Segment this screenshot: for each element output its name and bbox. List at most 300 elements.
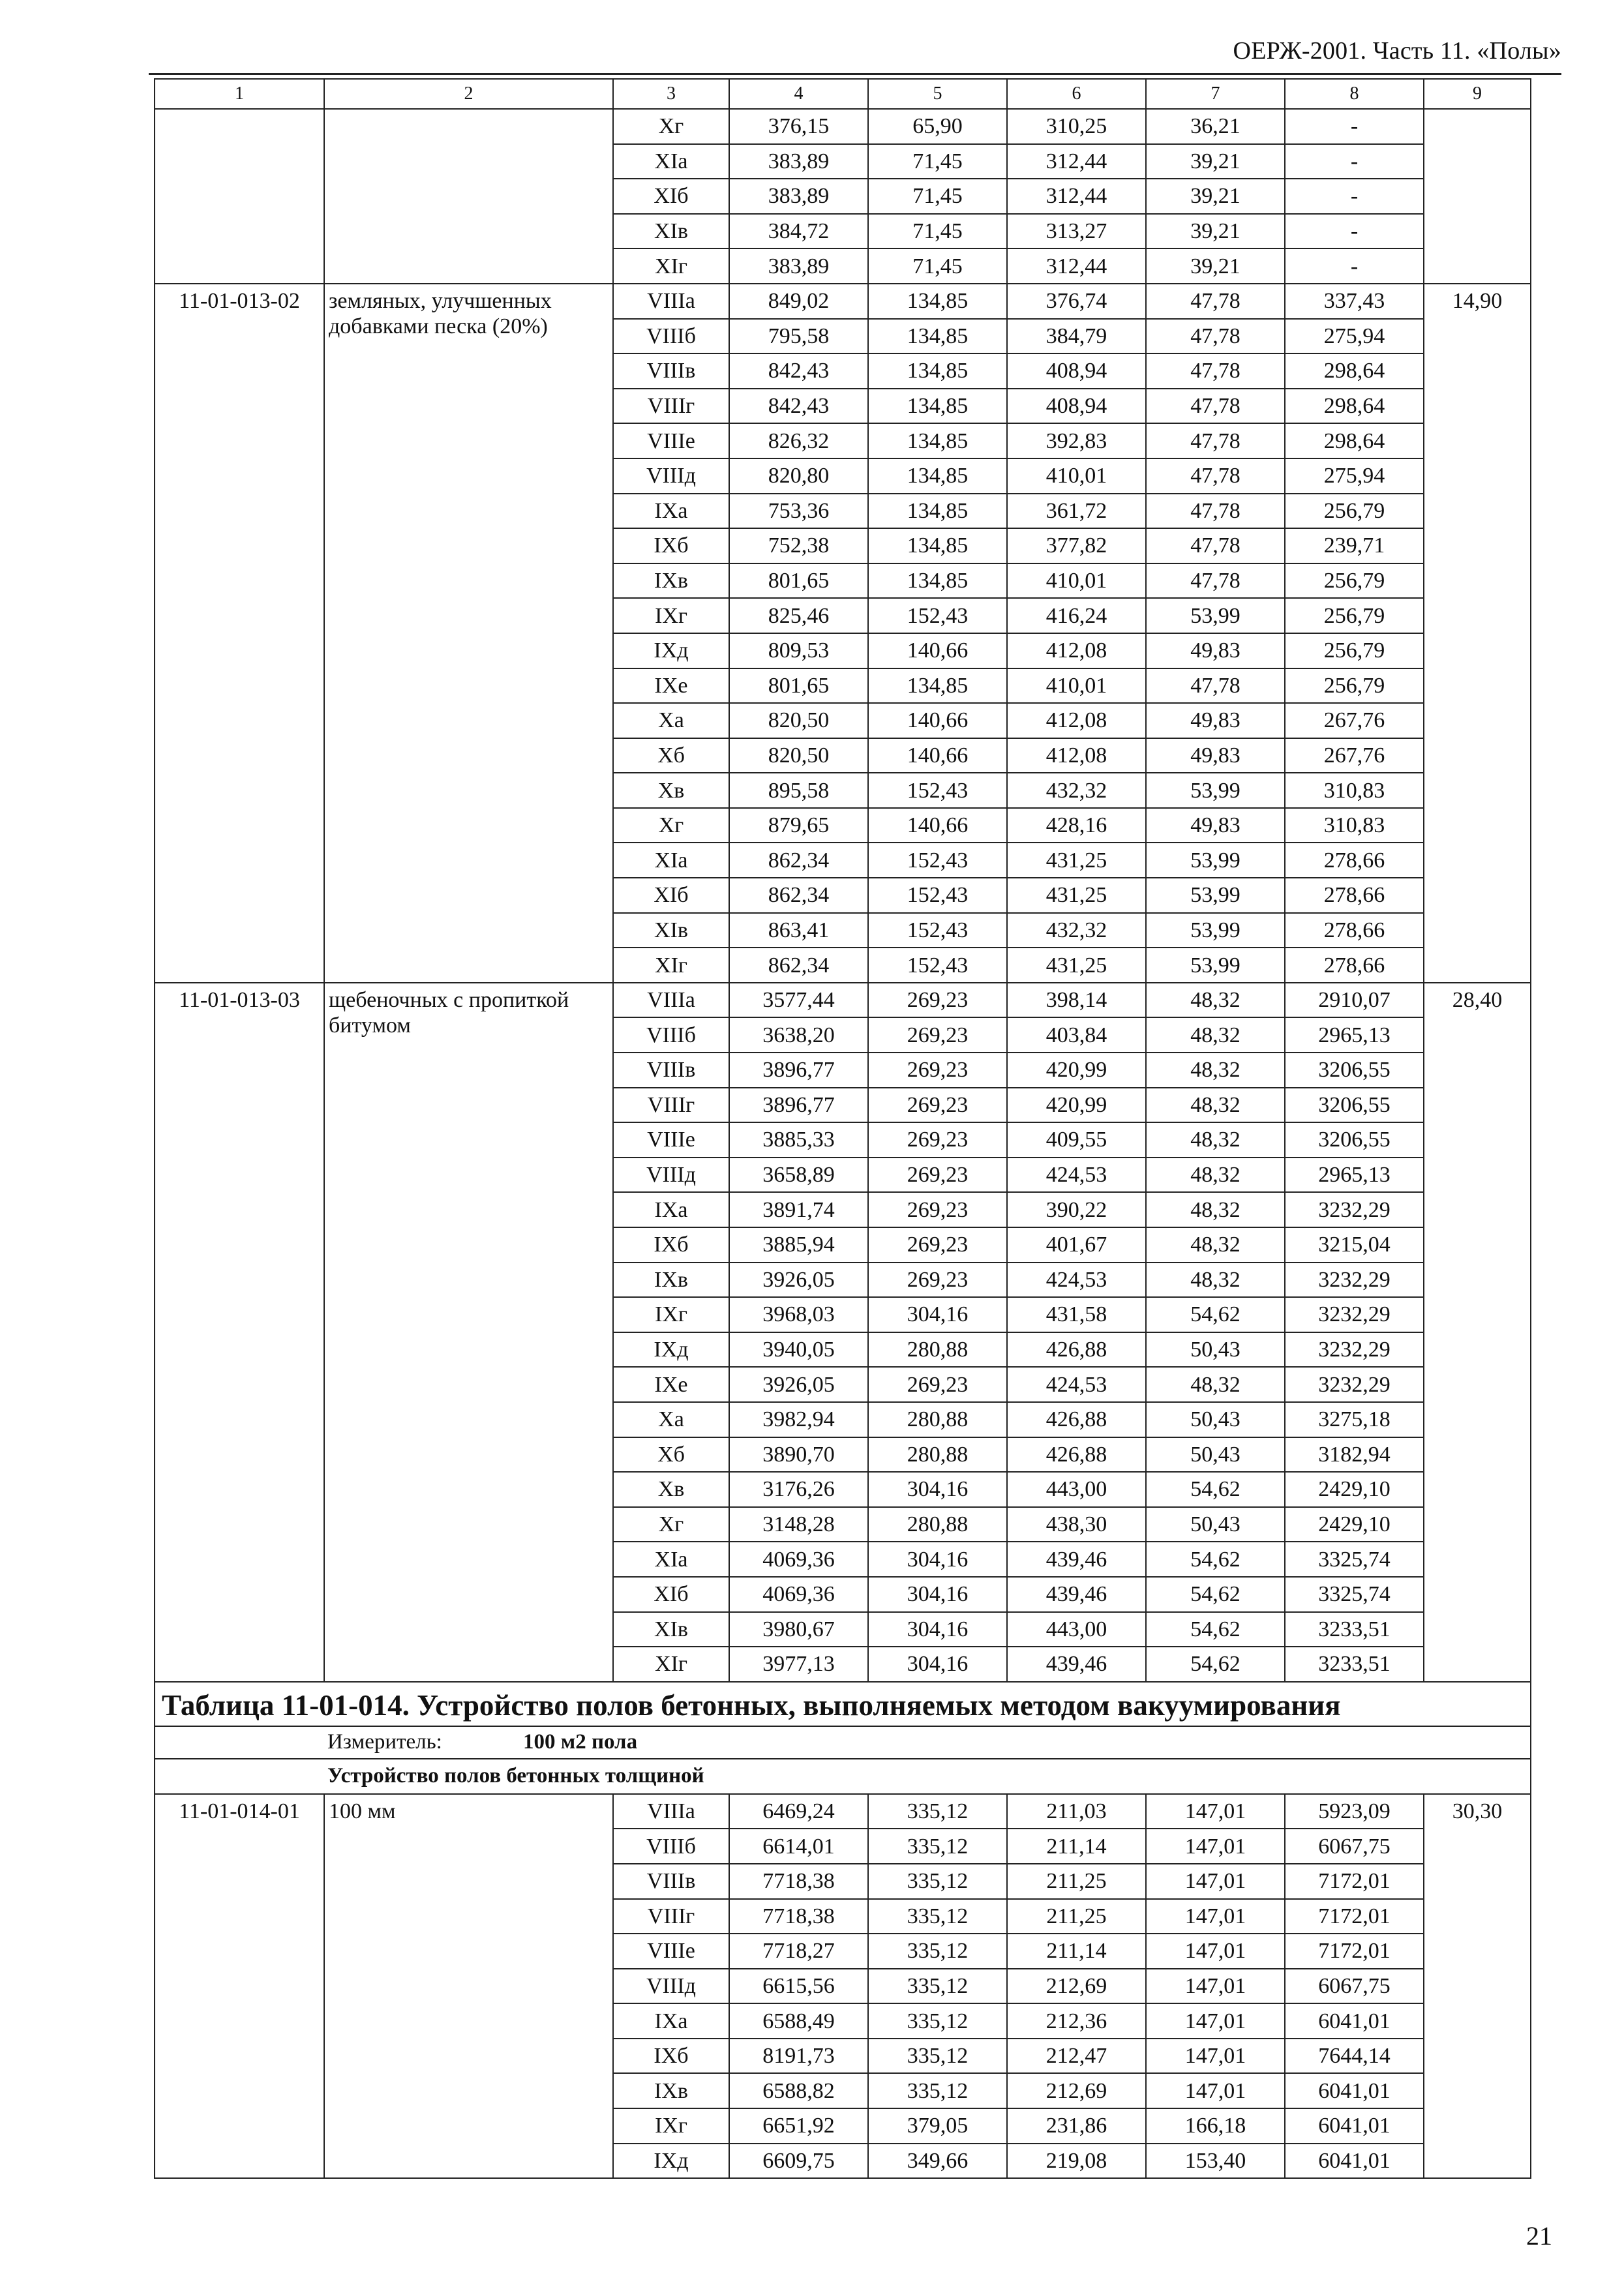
machinist-wages-cell: 47,78 (1146, 319, 1285, 354)
machinist-wages-cell: 48,32 (1146, 1227, 1285, 1263)
zone-cell: IXв (613, 1263, 729, 1298)
column-number: 7 (1146, 79, 1285, 109)
machines-cell: 361,72 (1007, 494, 1146, 529)
wages-cell: 335,12 (868, 2073, 1007, 2108)
zone-cell: IXд (613, 1332, 729, 1368)
machines-cell: 384,79 (1007, 319, 1146, 354)
materials-cell: 267,76 (1285, 738, 1424, 773)
machines-cell: 376,74 (1007, 284, 1146, 319)
materials-cell: 2910,07 (1285, 983, 1424, 1018)
labor-norm-cell: 14,90 (1424, 284, 1531, 983)
total-cost-cell: 3926,05 (729, 1367, 868, 1402)
wages-cell: 379,05 (868, 2108, 1007, 2144)
total-cost-cell: 383,89 (729, 179, 868, 214)
machines-cell: 426,88 (1007, 1402, 1146, 1437)
machinist-wages-cell: 53,99 (1146, 843, 1285, 878)
materials-cell: 256,79 (1285, 633, 1424, 668)
wages-cell: 304,16 (868, 1647, 1007, 1682)
total-cost-cell: 3980,67 (729, 1612, 868, 1647)
materials-cell: - (1285, 179, 1424, 214)
materials-cell: 3232,29 (1285, 1263, 1424, 1298)
wages-cell: 280,88 (868, 1402, 1007, 1437)
wages-cell: 152,43 (868, 773, 1007, 808)
total-cost-cell: 752,38 (729, 528, 868, 563)
wages-cell: 304,16 (868, 1297, 1007, 1332)
wages-cell: 269,23 (868, 1017, 1007, 1053)
machines-cell: 409,55 (1007, 1122, 1146, 1158)
total-cost-cell: 3891,74 (729, 1192, 868, 1227)
machines-cell: 410,01 (1007, 668, 1146, 704)
total-cost-cell: 862,34 (729, 843, 868, 878)
zone-cell: Xa (613, 703, 729, 738)
wages-cell: 134,85 (868, 668, 1007, 704)
machines-cell: 428,16 (1007, 808, 1146, 843)
machinist-wages-cell: 153,40 (1146, 2144, 1285, 2179)
zone-cell: IXб (613, 2039, 729, 2074)
machines-cell: 401,67 (1007, 1227, 1146, 1263)
machinist-wages-cell: 53,99 (1146, 878, 1285, 913)
rates-table (154, 78, 1531, 2179)
wages-cell: 134,85 (868, 494, 1007, 529)
machinist-wages-cell: 49,83 (1146, 808, 1285, 843)
total-cost-cell: 383,89 (729, 144, 868, 179)
machinist-wages-cell: 54,62 (1146, 1612, 1285, 1647)
wages-cell: 134,85 (868, 563, 1007, 599)
materials-cell: 239,71 (1285, 528, 1424, 563)
materials-cell: 6041,01 (1285, 2073, 1424, 2108)
machinist-wages-cell: 147,01 (1146, 1794, 1285, 1829)
machines-cell: 211,14 (1007, 1829, 1146, 1864)
zone-cell: VIIIг (613, 1899, 729, 1934)
zone-cell: XIв (613, 1612, 729, 1647)
machines-cell: 424,53 (1007, 1367, 1146, 1402)
zone-cell: VIIIб (613, 1829, 729, 1864)
materials-cell: 2429,10 (1285, 1507, 1424, 1542)
machines-cell: 408,94 (1007, 389, 1146, 424)
rate-code-cell: 11-01-013-02 (155, 284, 324, 983)
machines-cell: 212,47 (1007, 2039, 1146, 2074)
machines-cell: 420,99 (1007, 1088, 1146, 1123)
zone-cell: IXa (613, 1192, 729, 1227)
wages-cell: 335,12 (868, 1864, 1007, 1899)
machinist-wages-cell: 53,99 (1146, 598, 1285, 633)
work-description-cell: щебеночных с пропиткой битумом (324, 983, 613, 1682)
machinist-wages-cell: 147,01 (1146, 1934, 1285, 1969)
wages-cell: 304,16 (868, 1612, 1007, 1647)
machines-cell: 211,25 (1007, 1864, 1146, 1899)
wages-cell: 269,23 (868, 1088, 1007, 1123)
machinist-wages-cell: 48,32 (1146, 1088, 1285, 1123)
total-cost-cell: 3885,94 (729, 1227, 868, 1263)
machinist-wages-cell: 47,78 (1146, 389, 1285, 424)
machines-cell: 412,08 (1007, 703, 1146, 738)
materials-cell: - (1285, 214, 1424, 249)
zone-cell: VIIIa (613, 983, 729, 1018)
wages-cell: 71,45 (868, 144, 1007, 179)
wages-cell: 335,12 (868, 2039, 1007, 2074)
machinist-wages-cell: 48,32 (1146, 1017, 1285, 1053)
total-cost-cell: 842,43 (729, 389, 868, 424)
machinist-wages-cell: 147,01 (1146, 2039, 1285, 2074)
total-cost-cell: 4069,36 (729, 1542, 868, 1577)
total-cost-cell: 3968,03 (729, 1297, 868, 1332)
total-cost-cell: 820,80 (729, 458, 868, 494)
zone-cell: XIг (613, 1647, 729, 1682)
wages-cell: 152,43 (868, 878, 1007, 913)
zone-cell: XIa (613, 144, 729, 179)
total-cost-cell: 3982,94 (729, 1402, 868, 1437)
column-number: 3 (613, 79, 729, 109)
labor-norm-cell (1424, 109, 1531, 284)
machinist-wages-cell: 48,32 (1146, 1122, 1285, 1158)
zone-cell: VIIIб (613, 1017, 729, 1053)
materials-cell: 310,83 (1285, 808, 1424, 843)
zone-cell: XIв (613, 913, 729, 948)
machinist-wages-cell: 147,01 (1146, 2073, 1285, 2108)
materials-cell: 3206,55 (1285, 1122, 1424, 1158)
machines-cell: 312,44 (1007, 144, 1146, 179)
materials-cell: 7172,01 (1285, 1864, 1424, 1899)
machines-cell: 420,99 (1007, 1053, 1146, 1088)
materials-cell: 337,43 (1285, 284, 1424, 319)
materials-cell: 6041,01 (1285, 2144, 1424, 2179)
zone-cell: VIIIд (613, 458, 729, 494)
zone-cell: IXe (613, 668, 729, 704)
work-description-cell: 100 мм (324, 1794, 613, 2179)
wages-cell: 269,23 (868, 1227, 1007, 1263)
table-row (155, 284, 1531, 319)
meter-row (155, 1726, 1531, 1759)
materials-cell: 298,64 (1285, 389, 1424, 424)
zone-cell: Xг (613, 109, 729, 144)
zone-cell: Xб (613, 738, 729, 773)
machines-cell: 431,25 (1007, 843, 1146, 878)
total-cost-cell: 862,34 (729, 948, 868, 983)
zone-cell: XIб (613, 1577, 729, 1612)
materials-cell: 7172,01 (1285, 1899, 1424, 1934)
total-cost-cell: 384,72 (729, 214, 868, 249)
machines-cell: 212,69 (1007, 1969, 1146, 2004)
zone-cell: XIa (613, 843, 729, 878)
machines-cell: 432,32 (1007, 913, 1146, 948)
machinist-wages-cell: 49,83 (1146, 633, 1285, 668)
table-row (155, 109, 1531, 144)
materials-cell: - (1285, 248, 1424, 284)
wages-cell: 269,23 (868, 1367, 1007, 1402)
materials-cell: 3275,18 (1285, 1402, 1424, 1437)
machinist-wages-cell: 50,43 (1146, 1332, 1285, 1368)
total-cost-cell: 801,65 (729, 563, 868, 599)
materials-cell: 256,79 (1285, 494, 1424, 529)
machinist-wages-cell: 50,43 (1146, 1507, 1285, 1542)
wages-cell: 71,45 (868, 179, 1007, 214)
total-cost-cell: 6651,92 (729, 2108, 868, 2144)
total-cost-cell: 795,58 (729, 319, 868, 354)
wages-cell: 269,23 (868, 1158, 1007, 1193)
machines-cell: 392,83 (1007, 423, 1146, 458)
machines-cell: 310,25 (1007, 109, 1146, 144)
machinist-wages-cell: 48,32 (1146, 1263, 1285, 1298)
zone-cell: VIIIв (613, 1864, 729, 1899)
wages-cell: 349,66 (868, 2144, 1007, 2179)
machines-cell: 211,14 (1007, 1934, 1146, 1969)
total-cost-cell: 825,46 (729, 598, 868, 633)
total-cost-cell: 376,15 (729, 109, 868, 144)
wages-cell: 304,16 (868, 1577, 1007, 1612)
table-row (155, 1794, 1531, 1829)
total-cost-cell: 842,43 (729, 353, 868, 389)
materials-cell: 278,66 (1285, 913, 1424, 948)
total-cost-cell: 809,53 (729, 633, 868, 668)
wages-cell: 152,43 (868, 843, 1007, 878)
total-cost-cell: 3940,05 (729, 1332, 868, 1368)
total-cost-cell: 820,50 (729, 738, 868, 773)
total-cost-cell: 753,36 (729, 494, 868, 529)
zone-cell: IXe (613, 1367, 729, 1402)
machines-cell: 312,44 (1007, 179, 1146, 214)
machinist-wages-cell: 48,32 (1146, 1367, 1285, 1402)
machinist-wages-cell: 147,01 (1146, 1969, 1285, 2004)
machines-cell: 438,30 (1007, 1507, 1146, 1542)
machines-cell: 398,14 (1007, 983, 1146, 1018)
machinist-wages-cell: 54,62 (1146, 1472, 1285, 1507)
rate-code-cell: 11-01-013-03 (155, 983, 324, 1682)
zone-cell: IXб (613, 1227, 729, 1263)
materials-cell: 2965,13 (1285, 1158, 1424, 1193)
materials-cell: 256,79 (1285, 598, 1424, 633)
total-cost-cell: 6588,49 (729, 2003, 868, 2039)
wages-cell: 335,12 (868, 1969, 1007, 2004)
wages-cell: 269,23 (868, 983, 1007, 1018)
wages-cell: 269,23 (868, 1122, 1007, 1158)
machinist-wages-cell: 47,78 (1146, 494, 1285, 529)
zone-cell: VIIIe (613, 1122, 729, 1158)
materials-cell: 310,83 (1285, 773, 1424, 808)
total-cost-cell: 3896,77 (729, 1053, 868, 1088)
materials-cell: 3206,55 (1285, 1053, 1424, 1088)
machinist-wages-cell: 48,32 (1146, 983, 1285, 1018)
machinist-wages-cell: 39,21 (1146, 248, 1285, 284)
zone-cell: XIг (613, 948, 729, 983)
total-cost-cell: 3890,70 (729, 1437, 868, 1473)
wages-cell: 71,45 (868, 248, 1007, 284)
subheading: Устройство полов бетонных толщиной (155, 1759, 1531, 1794)
machinist-wages-cell: 47,78 (1146, 528, 1285, 563)
wages-cell: 335,12 (868, 1899, 1007, 1934)
machinist-wages-cell: 47,78 (1146, 353, 1285, 389)
materials-cell: 256,79 (1285, 668, 1424, 704)
materials-cell: 3232,29 (1285, 1332, 1424, 1368)
column-number: 2 (324, 79, 613, 109)
materials-cell: 3232,29 (1285, 1192, 1424, 1227)
zone-cell: IXa (613, 2003, 729, 2039)
materials-cell: 3233,51 (1285, 1647, 1424, 1682)
machinist-wages-cell: 54,62 (1146, 1542, 1285, 1577)
meter-cell (155, 1726, 1531, 1759)
zone-cell: Xв (613, 773, 729, 808)
zone-cell: IXг (613, 598, 729, 633)
machinist-wages-cell: 147,01 (1146, 2003, 1285, 2039)
zone-cell: XIг (613, 248, 729, 284)
running-header: ОЕРЖ-2001. Часть 11. «Полы» (1233, 37, 1561, 65)
zone-cell: XIб (613, 179, 729, 214)
zone-cell: VIIIв (613, 353, 729, 389)
total-cost-cell: 7718,27 (729, 1934, 868, 1969)
column-number: 5 (868, 79, 1007, 109)
materials-cell: 3182,94 (1285, 1437, 1424, 1473)
wages-cell: 280,88 (868, 1437, 1007, 1473)
zone-cell: VIIIд (613, 1158, 729, 1193)
materials-cell: 3232,29 (1285, 1297, 1424, 1332)
total-cost-cell: 879,65 (729, 808, 868, 843)
zone-cell: IXд (613, 2144, 729, 2179)
wages-cell: 280,88 (868, 1332, 1007, 1368)
total-cost-cell: 3977,13 (729, 1647, 868, 1682)
wages-cell: 304,16 (868, 1472, 1007, 1507)
machinist-wages-cell: 48,32 (1146, 1192, 1285, 1227)
wages-cell: 65,90 (868, 109, 1007, 144)
total-cost-cell: 4069,36 (729, 1577, 868, 1612)
total-cost-cell: 8191,73 (729, 2039, 868, 2074)
machines-cell: 432,32 (1007, 773, 1146, 808)
wages-cell: 134,85 (868, 284, 1007, 319)
materials-cell: 3215,04 (1285, 1227, 1424, 1263)
machines-cell: 443,00 (1007, 1472, 1146, 1507)
machinist-wages-cell: 54,62 (1146, 1297, 1285, 1332)
materials-cell: 6041,01 (1285, 2108, 1424, 2144)
zone-cell: VIIIe (613, 423, 729, 458)
materials-cell: 256,79 (1285, 563, 1424, 599)
total-cost-cell: 6469,24 (729, 1794, 868, 1829)
machinist-wages-cell: 147,01 (1146, 1829, 1285, 1864)
materials-cell: - (1285, 109, 1424, 144)
machines-cell: 313,27 (1007, 214, 1146, 249)
table-title-row (155, 1682, 1531, 1726)
machinist-wages-cell: 36,21 (1146, 109, 1285, 144)
wages-cell: 134,85 (868, 528, 1007, 563)
machinist-wages-cell: 49,83 (1146, 738, 1285, 773)
wages-cell: 280,88 (868, 1507, 1007, 1542)
machines-cell: 312,44 (1007, 248, 1146, 284)
machines-cell: 410,01 (1007, 563, 1146, 599)
machines-cell: 377,82 (1007, 528, 1146, 563)
zone-cell: XIв (613, 214, 729, 249)
total-cost-cell: 7718,38 (729, 1899, 868, 1934)
machines-cell: 412,08 (1007, 633, 1146, 668)
machinist-wages-cell: 147,01 (1146, 1899, 1285, 1934)
machinist-wages-cell: 47,78 (1146, 563, 1285, 599)
meter-label: Измеритель: (327, 1729, 442, 1754)
machinist-wages-cell: 39,21 (1146, 179, 1285, 214)
materials-cell: 278,66 (1285, 948, 1424, 983)
total-cost-cell: 6588,82 (729, 2073, 868, 2108)
materials-cell: 267,76 (1285, 703, 1424, 738)
total-cost-cell: 3638,20 (729, 1017, 868, 1053)
zone-cell: IXб (613, 528, 729, 563)
machines-cell: 431,25 (1007, 878, 1146, 913)
materials-cell: 3325,74 (1285, 1577, 1424, 1612)
materials-cell: 2965,13 (1285, 1017, 1424, 1053)
machinist-wages-cell: 53,99 (1146, 948, 1285, 983)
rate-code-cell: 11-01-014-01 (155, 1794, 324, 2179)
zone-cell: Xa (613, 1402, 729, 1437)
wages-cell: 335,12 (868, 2003, 1007, 2039)
total-cost-cell: 863,41 (729, 913, 868, 948)
machinist-wages-cell: 166,18 (1146, 2108, 1285, 2144)
wages-cell: 152,43 (868, 598, 1007, 633)
total-cost-cell: 6609,75 (729, 2144, 868, 2179)
zone-cell: VIIIд (613, 1969, 729, 2004)
materials-cell: 278,66 (1285, 878, 1424, 913)
zone-cell: Xг (613, 1507, 729, 1542)
machines-cell: 424,53 (1007, 1263, 1146, 1298)
zone-cell: IXг (613, 2108, 729, 2144)
machinist-wages-cell: 47,78 (1146, 668, 1285, 704)
machines-cell: 219,08 (1007, 2144, 1146, 2179)
total-cost-cell: 3926,05 (729, 1263, 868, 1298)
zone-cell: Xг (613, 808, 729, 843)
machines-cell: 211,25 (1007, 1899, 1146, 1934)
total-cost-cell: 7718,38 (729, 1864, 868, 1899)
wages-cell: 134,85 (868, 389, 1007, 424)
wages-cell: 134,85 (868, 458, 1007, 494)
total-cost-cell: 383,89 (729, 248, 868, 284)
table-row (155, 983, 1531, 1018)
materials-cell: 275,94 (1285, 458, 1424, 494)
materials-cell: 275,94 (1285, 319, 1424, 354)
machines-cell: 426,88 (1007, 1437, 1146, 1473)
zone-cell: VIIIб (613, 319, 729, 354)
wages-cell: 140,66 (868, 738, 1007, 773)
zone-cell: Xб (613, 1437, 729, 1473)
total-cost-cell: 6615,56 (729, 1969, 868, 2004)
column-number: 8 (1285, 79, 1424, 109)
machinist-wages-cell: 47,78 (1146, 284, 1285, 319)
machines-cell: 403,84 (1007, 1017, 1146, 1053)
machines-cell: 390,22 (1007, 1192, 1146, 1227)
machines-cell: 212,36 (1007, 2003, 1146, 2039)
zone-cell: Xв (613, 1472, 729, 1507)
materials-cell: 298,64 (1285, 423, 1424, 458)
machinist-wages-cell: 54,62 (1146, 1647, 1285, 1682)
zone-cell: VIIIв (613, 1053, 729, 1088)
materials-cell: 2429,10 (1285, 1472, 1424, 1507)
wages-cell: 134,85 (868, 319, 1007, 354)
work-description-cell: земляных, улучшенных добавками песка (20%) (324, 284, 613, 983)
zone-cell: XIб (613, 878, 729, 913)
materials-cell: 3233,51 (1285, 1612, 1424, 1647)
total-cost-cell: 895,58 (729, 773, 868, 808)
machines-cell: 212,69 (1007, 2073, 1146, 2108)
wages-cell: 269,23 (868, 1053, 1007, 1088)
total-cost-cell: 3658,89 (729, 1158, 868, 1193)
materials-cell: 3232,29 (1285, 1367, 1424, 1402)
machinist-wages-cell: 48,32 (1146, 1053, 1285, 1088)
zone-cell: VIIIг (613, 1088, 729, 1123)
machines-cell: 410,01 (1007, 458, 1146, 494)
zone-cell: IXд (613, 633, 729, 668)
total-cost-cell: 3577,44 (729, 983, 868, 1018)
machinist-wages-cell: 47,78 (1146, 423, 1285, 458)
wages-cell: 269,23 (868, 1192, 1007, 1227)
column-number-row (155, 79, 1531, 109)
wages-cell: 140,66 (868, 808, 1007, 843)
labor-norm-cell: 28,40 (1424, 983, 1531, 1682)
total-cost-cell: 3896,77 (729, 1088, 868, 1123)
machines-cell: 211,03 (1007, 1794, 1146, 1829)
machinist-wages-cell: 53,99 (1146, 773, 1285, 808)
machines-cell: 439,46 (1007, 1577, 1146, 1612)
